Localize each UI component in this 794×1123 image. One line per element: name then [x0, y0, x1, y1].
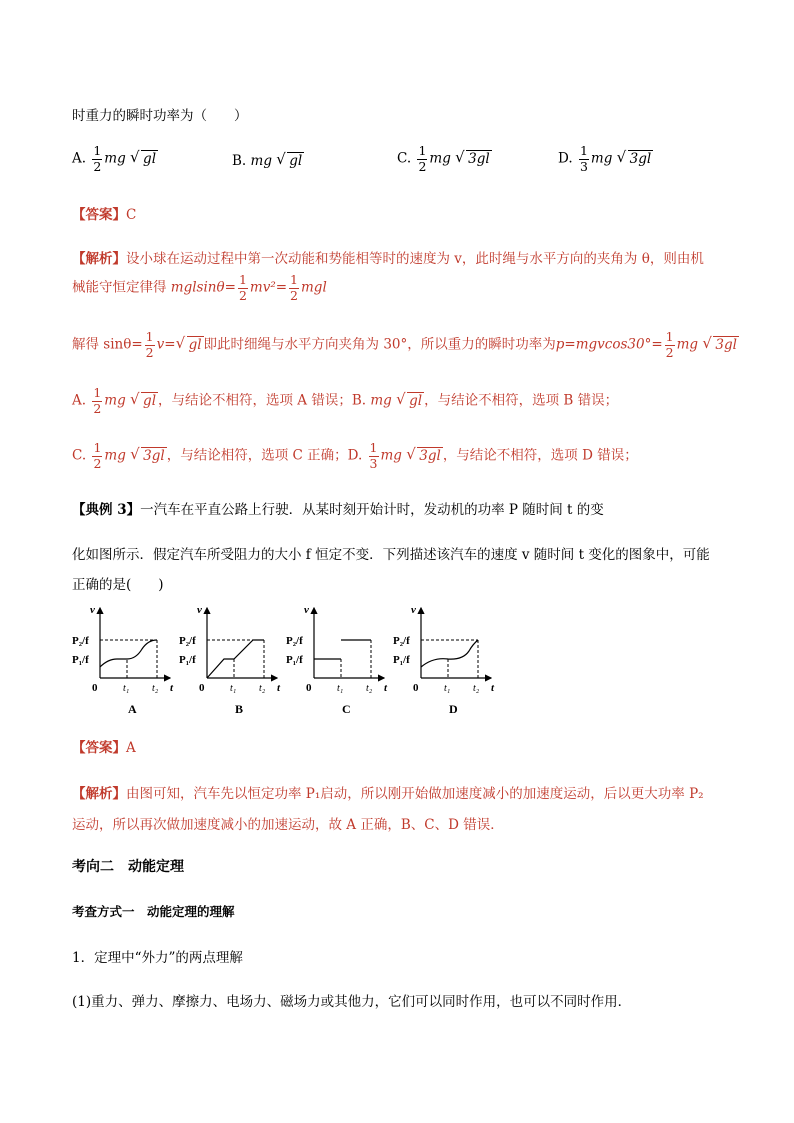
analysis-eq-2: mv²= — [249, 279, 288, 296]
graph-a-origin-label: 0 — [92, 682, 98, 694]
verdict-line-1: A. $\frac{1}{2}$ mg √ gl ，与结论不相符，选项 A 错误；B. mg √ gl ，与结论不相符，选项 B 错误； — [72, 385, 619, 416]
example-3-answer-tag: 【答案】 — [72, 740, 126, 756]
solve-prefix: 解得 sinθ= — [72, 336, 143, 353]
option-a-body: mg — [104, 150, 126, 167]
verdict-1a: ，与结论不相符，选项 A 错误；B. — [158, 392, 367, 409]
graph-d-t2-label: t₂ — [473, 683, 480, 694]
solve-radical: √ gl — [175, 333, 202, 353]
option-b-body: mg — [250, 153, 272, 169]
option-c — [397, 145, 492, 173]
solve-frac: $\frac{1}{2}$ — [145, 329, 154, 360]
option-c-fraction: $\frac{1}{2}$ — [418, 143, 427, 174]
option-c-body: mg — [429, 150, 451, 167]
option-d-fraction: $\frac{1}{3}$ — [579, 143, 588, 174]
velocity-graphs — [70, 603, 510, 718]
graph-b-t1-label: t₁ — [230, 683, 237, 694]
analysis-frac-1: $\frac{1}{2}$ — [238, 272, 247, 303]
analysis-eq-3: mgl — [301, 279, 327, 296]
section-heading: 考向二 动能定理 — [72, 859, 184, 875]
graph-a — [72, 604, 174, 716]
example-3-analysis-2: 运动，所以再次做加速度减小的加速运动，故 A 正确，B、C、D 错误． — [72, 817, 504, 833]
example-3-line-1 — [72, 498, 604, 518]
graph-d-t-label: t — [491, 682, 495, 694]
example-3-text-1: 一汽车在平直公路上行驶．从某时刻开始计时，发动机的功率 P 随时间 t 的变 — [140, 502, 604, 518]
graph-b-caption: B — [235, 702, 244, 716]
graph-c-caption: C — [342, 702, 351, 716]
graph-b-v-label: v — [197, 604, 202, 616]
graph-c-origin-label: 0 — [306, 682, 312, 694]
verdict-2b: ，与结论不相符，选项 D 错误； — [442, 447, 638, 464]
example-3-tag: 【典例 3】 — [72, 502, 141, 518]
solve-end: mg — [676, 336, 699, 353]
option-d-label: D. — [558, 150, 573, 167]
verdict-1b: ，与结论不相符，选项 B 错误； — [424, 392, 619, 409]
answer-line — [72, 203, 136, 223]
option-a-radical: √ gl — [130, 147, 157, 167]
example-3-analysis-1 — [72, 782, 704, 802]
option-b — [232, 152, 304, 169]
analysis-line-1 — [72, 247, 704, 267]
graph-c-p1-label: P₁/f — [286, 654, 303, 666]
graph-d-p2-label: P₂/f — [393, 635, 410, 647]
graph-d-caption: D — [449, 702, 458, 716]
analysis-text-1: 设小球在运动过程中第一次动能和势能相等时的速度为 v，此时绳与水平方向的夹角为 θ，则由机 — [126, 251, 704, 267]
graph-a-v-label: v — [90, 604, 95, 616]
graph-a-caption: A — [128, 702, 137, 716]
answer-tag: 【答案】 — [72, 207, 126, 223]
graph-d-v-label: v — [411, 604, 416, 616]
graph-b-origin-label: 0 — [199, 682, 205, 694]
option-a-label: A. — [72, 150, 87, 167]
answer-value: C — [126, 207, 137, 223]
graph-c-p2-label: P₂/f — [286, 635, 303, 647]
graph-a-t2-label: t₂ — [152, 683, 159, 694]
point-1: 1．定理中“外力”的两点理解 — [72, 950, 243, 966]
verdict-2a: ，与结论相符，选项 C 正确；D. — [166, 447, 363, 464]
option-a — [72, 145, 158, 173]
solve-text: 即此时细绳与水平方向夹角为 30°，所以重力的瞬时功率为 — [203, 336, 556, 353]
option-d-body: mg — [590, 150, 613, 167]
graph-c-t1-label: t₁ — [337, 683, 344, 694]
graph-b — [179, 604, 281, 716]
option-c-label: C. — [397, 150, 412, 167]
solve-v: v= — [156, 336, 176, 353]
analysis-text-2: 械能守恒定律得 — [72, 279, 167, 296]
analysis-eq-1: mglsinθ= — [170, 279, 236, 296]
solve-frac-2: $\frac{1}{2}$ — [665, 329, 674, 360]
graph-c-v-label: v — [304, 604, 309, 616]
option-d — [558, 145, 653, 173]
example-3-analysis-text-1: 由图可知，汽车先以恒定功率 P₁启动，所以刚开始做加速度减小的加速度运动，后以更大功率 P₂ — [126, 786, 704, 802]
solve-end-radical: √ 3gl — [702, 333, 737, 353]
graph-c-t2-label: t₂ — [366, 683, 373, 694]
section-subheading: 考查方式一 动能定理的理解 — [72, 904, 235, 919]
graph-d-t1-label: t₁ — [444, 683, 451, 694]
graph-c — [286, 604, 388, 716]
graph-a-p2-label: P₂/f — [72, 635, 89, 647]
option-b-radical: √ gl — [276, 150, 303, 169]
analysis-frac-2: $\frac{1}{2}$ — [290, 272, 298, 303]
graph-c-t-label: t — [384, 682, 388, 694]
example-3-answer-value: A — [126, 740, 136, 756]
option-c-radical: √ 3gl — [455, 147, 490, 167]
question-stem-tail: 时重力的瞬时功率为（ ） — [72, 108, 248, 124]
solve-eq: p=mgvcos30°= — [555, 336, 663, 353]
option-d-radical: √ 3gl — [616, 147, 652, 167]
verdict-line-2: C. $\frac{1}{2}$ mg √ 3gl ，与结论相符，选项 C 正确；D. $\frac{1}{3}$ mg √ 3gl ，与结论不相符，选项 D 错误； — [72, 440, 638, 471]
analysis-tag: 【解析】 — [72, 251, 126, 267]
graph-a-p1-label: P₁/f — [72, 654, 89, 666]
example-3-line-3: 正确的是( ) — [72, 577, 164, 593]
example-3-line-2: 化如图所示．假定汽车所受阻力的大小 f 恒定不变．下列描述该汽车的速度 v 随时间 t 变化的图象中，可能 — [72, 547, 710, 563]
analysis-line-2 — [72, 274, 327, 302]
graph-d — [393, 604, 495, 716]
graph-b-p1-label: P₁/f — [179, 654, 196, 666]
graph-b-t2-label: t₂ — [259, 683, 266, 694]
graph-d-origin-label: 0 — [413, 682, 419, 694]
graph-b-t-label: t — [277, 682, 281, 694]
graph-b-p2-label: P₂/f — [179, 635, 196, 647]
graph-d-p1-label: P₁/f — [393, 654, 410, 666]
point-1-1: (1)重力、弹力、摩擦力、电场力、磁场力或其他力，它们可以同时作用，也可以不同时作用． — [72, 994, 632, 1010]
example-3-analysis-tag: 【解析】 — [72, 786, 126, 802]
solve-line — [72, 331, 739, 359]
graph-a-t-label: t — [170, 682, 174, 694]
option-b-label: B. — [232, 153, 247, 169]
option-a-fraction: $\frac{1}{2}$ — [93, 143, 102, 174]
example-3-answer — [72, 736, 136, 756]
graph-a-t1-label: t₁ — [123, 683, 130, 694]
